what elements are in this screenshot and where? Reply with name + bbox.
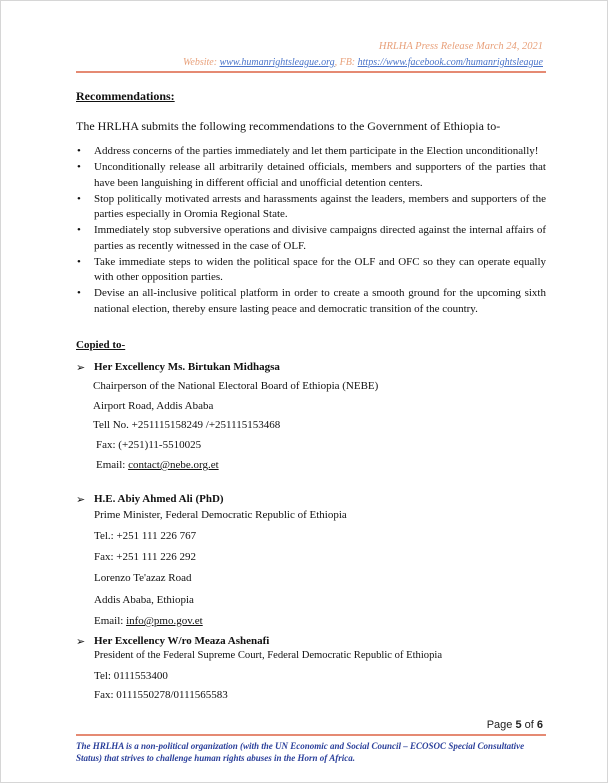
arrow-bullet-icon: ➢ bbox=[76, 494, 86, 506]
page-prefix: Page bbox=[486, 719, 516, 731]
recommendations-list bbox=[76, 144, 546, 318]
recipient-line: Chairperson of the National Electoral Board of Ethiopia (NEBE) bbox=[93, 380, 379, 392]
recipient-line: Fax: (+251)11-5510025 bbox=[96, 439, 202, 451]
email-link[interactable]: contact@nebe.org.et bbox=[128, 459, 219, 471]
recipient-line: Fax: 0111550278/0111565583 bbox=[94, 689, 228, 701]
facebook-link[interactable]: https://www.facebook.com/humanrightsleague bbox=[357, 57, 543, 68]
header-release-title: HRLHA Press Release March 24, 2021 bbox=[378, 41, 543, 52]
recipient-line: Tel.: +251 111 226 767 bbox=[94, 530, 197, 542]
bullet-icon: • bbox=[77, 224, 81, 236]
recipient-email-line bbox=[96, 459, 219, 471]
recipient-line: Lorenzo Te'azaz Road bbox=[94, 572, 192, 584]
header-divider bbox=[76, 71, 546, 73]
recipient-line: Addis Ababa, Ethiopia bbox=[94, 594, 194, 606]
recipient-line: Airport Road, Addis Ababa bbox=[93, 400, 214, 412]
fb-label: FB: bbox=[339, 57, 356, 68]
recommendation-text: Address concerns of the parties immediately and let them participate in the Election unconditionally! bbox=[94, 145, 539, 157]
recommendation-text: Stop politically motivated arrests and harassments against the leaders, members and supporters of the parties especially in Oromia Regional State. bbox=[94, 192, 546, 220]
email-label: Email: bbox=[96, 459, 129, 471]
list-item bbox=[76, 223, 546, 254]
separator: , bbox=[334, 57, 338, 68]
recipient-line: President of the Federal Supreme Court, Federal Democratic Republic of Ethiopia bbox=[94, 650, 443, 661]
email-label: Email: bbox=[94, 615, 127, 627]
bullet-icon: • bbox=[77, 255, 81, 268]
page-current: 5 bbox=[515, 719, 522, 731]
recommendation-text: Take immediate steps to widen the political space for the OLF and OFC so they can operate equally with other opposition parties. bbox=[94, 255, 546, 283]
arrow-bullet-icon: ➢ bbox=[76, 362, 86, 374]
list-item bbox=[76, 255, 546, 286]
recommendations-heading: Recommendations: bbox=[76, 89, 175, 103]
list-item bbox=[76, 192, 546, 223]
page-mid: of bbox=[521, 719, 537, 731]
bullet-icon: • bbox=[77, 161, 81, 173]
list-item bbox=[76, 286, 546, 317]
arrow-bullet-icon: ➢ bbox=[76, 636, 86, 648]
bullet-icon: • bbox=[77, 145, 81, 157]
recommendation-text: Immediately stop subversive operations and divisive campaigns directed against the internal affairs of parties as recently witnessed in the case of OLF. bbox=[94, 224, 546, 252]
page-total: 6 bbox=[536, 719, 543, 731]
recommendations-intro: The HRLHA submits the following recommendations to the Government of Ethiopia to- bbox=[76, 119, 501, 133]
recipient-name: Her Excellency W/ro Meaza Ashenafi bbox=[94, 635, 270, 647]
bullet-icon: • bbox=[77, 287, 81, 299]
header-links bbox=[183, 57, 543, 68]
email-link[interactable]: info@pmo.gov.et bbox=[126, 615, 203, 627]
website-link[interactable]: www.humanrightsleague.org bbox=[219, 57, 335, 68]
recipient-line: Tell No. +251115158249 /+251115153468 bbox=[93, 419, 281, 431]
recipient-line: Prime Minister, Federal Democratic Republic of Ethiopia bbox=[94, 509, 347, 521]
recommendation-text: Devise an all-inclusive political platform in order to create a smooth ground for the upcoming sixth national election, thereby ensure lasting peace and democratic transition of the country. bbox=[94, 287, 546, 315]
list-item bbox=[76, 144, 546, 160]
recipient-name: Her Excellency Ms. Birtukan Midhagsa bbox=[94, 361, 280, 373]
website-label: Website: bbox=[183, 57, 218, 68]
recipient-line: Fax: +251 111 226 292 bbox=[94, 551, 196, 563]
copied-to-heading: Copied to- bbox=[76, 339, 126, 351]
list-item bbox=[76, 160, 546, 191]
recipient-name: H.E. Abiy Ahmed Ali (PhD) bbox=[94, 493, 224, 505]
footer-note: The HRLHA is a non-political organization (with the UN Economic and Social Council – ECOSOC Special Consultative Status) that strives to challenge human rights abuses in the Horn of Africa. bbox=[76, 741, 525, 763]
page-number bbox=[487, 719, 543, 731]
recipient-email-line bbox=[94, 615, 203, 627]
bullet-icon: • bbox=[77, 192, 81, 205]
recommendation-text: Unconditionally release all arbitrarily detained officials, members and supporters of the parties that have been languishing in different official and unofficial detention centers. bbox=[94, 161, 546, 189]
recipient-line: Tel: 0111553400 bbox=[94, 670, 168, 682]
footer-divider bbox=[76, 734, 546, 736]
